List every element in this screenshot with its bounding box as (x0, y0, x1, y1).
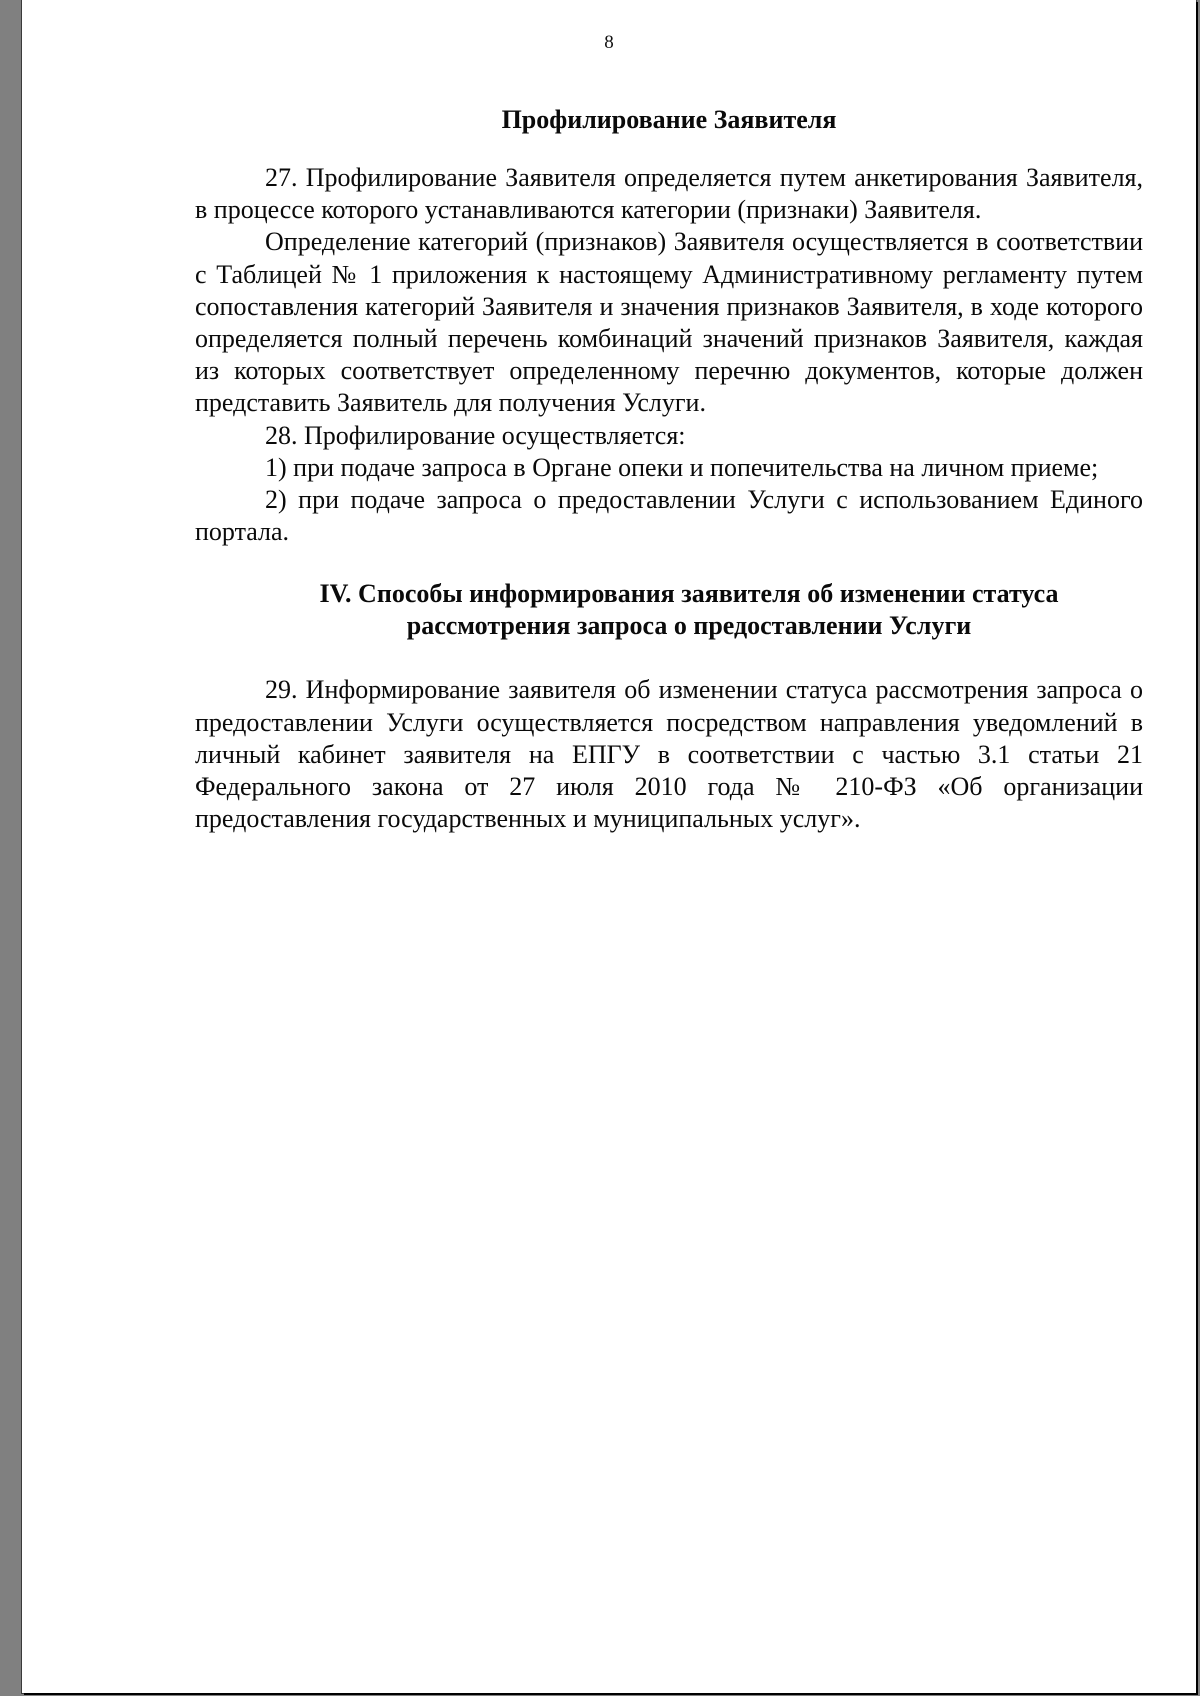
paragraph-28: 28. Профилирование осуществляется: (265, 420, 686, 450)
section-title-line-1: IV. Способы информирования заявителя об изменении статуса (319, 579, 1059, 609)
page-content (195, 104, 1143, 835)
list-item-1: 1) при подаче запроса в Органе опеки и попечительства на личном приеме; (265, 452, 1099, 482)
page-number: 8 (604, 32, 614, 53)
paragraph-27: 27. Профилирование Заявителя определяется путем анкетирования Заявителя, в процессе которого устанавливаются категории (признаки) Заявителя. (195, 163, 1143, 225)
section-title-line-2: рассмотрения запроса о предоставлении Услуги (406, 611, 972, 641)
paragraph-29: 29. Информирование заявителя об изменении статуса рассмотрения запроса о предоставлении Услуги осуществляется посредством направления уведомлений в личный кабинет заявителя на ЕПГУ в соответствии с частью 3.1 статьи 21 Федерального закона от 27 июля 2010 года № 210-ФЗ «Об организации предоставления государственных и муниципальных услуг». (195, 675, 1143, 834)
section-title-profiling: Профилирование Заявителя (501, 105, 837, 134)
document-page (22, 0, 1196, 1693)
paragraph-categories: Определение категорий (признаков) Заявителя осуществляется в соответствии с Таблицей № 1 приложения к настоящему Административному регламенту путем сопоставления категорий Заявителя и значения признаков Заявителя, в ходе которого определяется полный перечень комбинаций значений признаков Заявителя, каждая из которых соответствует определенному перечню документов, которые должен представить Заявитель для получения Услуги. (195, 227, 1143, 418)
list-item-2: 2) при подаче запроса о предоставлении Услуги с использованием Единого портала. (195, 485, 1143, 547)
section-title-informing (195, 578, 1143, 642)
